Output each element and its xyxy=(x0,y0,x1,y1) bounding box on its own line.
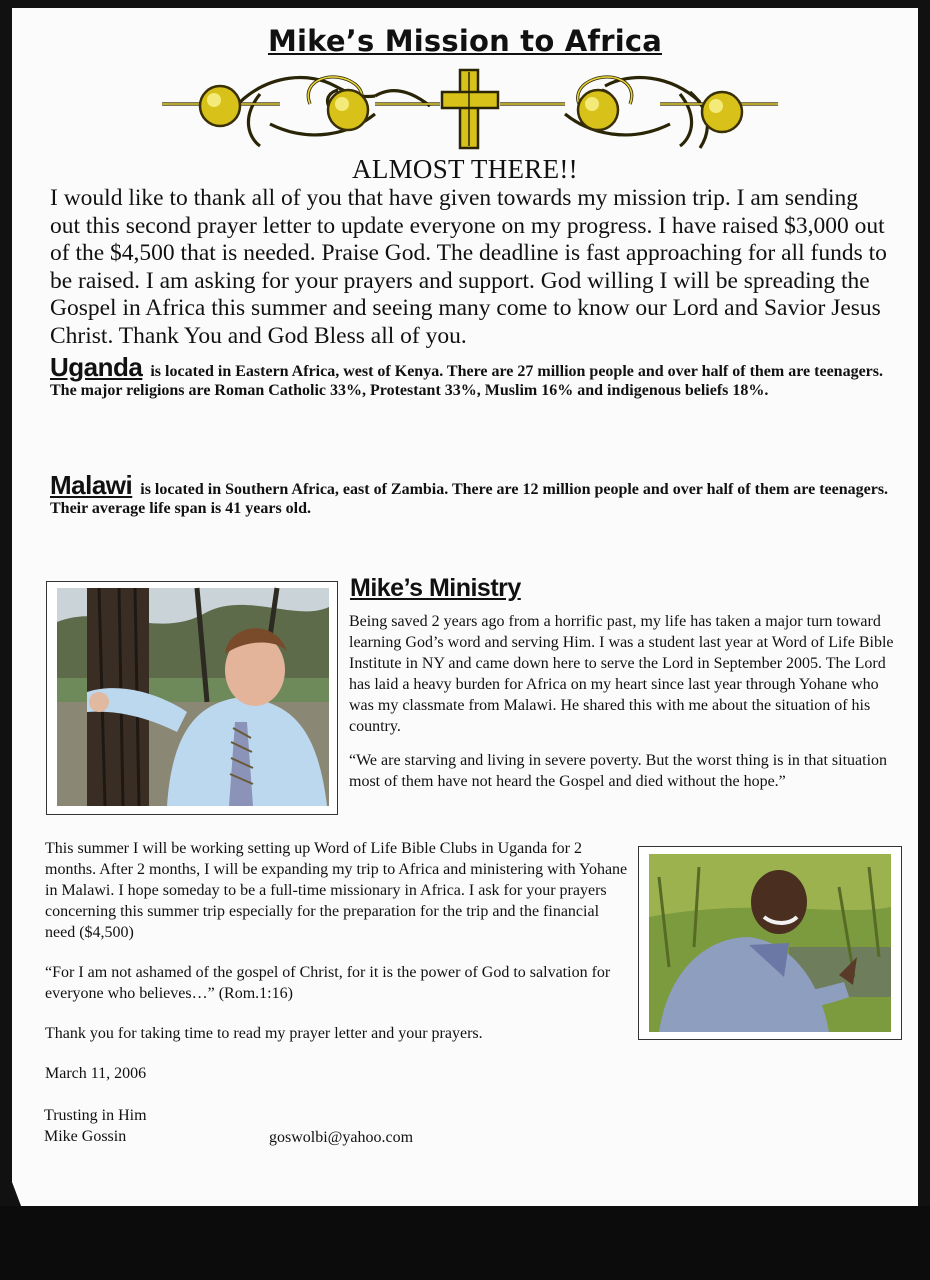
uganda-section xyxy=(50,352,890,400)
intro-paragraph: I would like to thank all of you that have given towards my mission trip. I am sending out this second prayer letter to update everyone on my progress. I have raised $3,000 out of the $4,500 that is needed. Praise God. The deadline is fast approaching for all funds to be raised. I am asking for your prayers and support. God willing I will be spreading the Gospel in Africa this summer and seeing many come to know our Lord and Savior Jesus Christ. Thank You and God Bless all of you. xyxy=(50,185,887,349)
scan-shadow xyxy=(0,1206,930,1280)
page-title: Mike’s Mission to Africa xyxy=(267,24,663,58)
malawi-heading: Malawi xyxy=(50,470,133,500)
email-address: goswolbi@yahoo.com xyxy=(269,1129,414,1146)
summer-plans: This summer I will be working setting up Word of Life Bible Clubs in Uganda for 2 months. After 2 months, I will be expanding my trip to Africa and ministering with Yohane in Malawi. I hope someday to be a full-time missionary in Africa. I ask for your prayers concerning this summer trip especially for the preparation for the trip and the financial need ($4,500) xyxy=(45,840,628,941)
yohane-photo-image xyxy=(639,847,901,1039)
ministry-quote: “We are starving and living in severe poverty. But the worst thing is in that situation most of them have not heard the Gospel and died without the hope.” xyxy=(349,752,888,790)
closing: Trusting in Him xyxy=(44,1107,147,1124)
malawi-text: is located in Southern Africa, east of Zambia. There are 12 million people and over half of them are teenagers. Their average life span is 41 years old. xyxy=(50,481,889,517)
ministry-heading: Mike’s Ministry xyxy=(350,574,521,602)
author-name: Mike Gossin xyxy=(44,1128,127,1145)
yohane-photo xyxy=(638,846,902,1040)
signature-block xyxy=(44,1105,147,1147)
ministry-text xyxy=(349,611,897,805)
gold-cross-ornament xyxy=(160,64,780,156)
letter-date: March 11, 2006 xyxy=(45,1065,147,1082)
bible-verse: “For I am not ashamed of the gospel of Christ, for it is the power of God to salvation for everyone who believes…” (Rom.1:16) xyxy=(45,964,611,1002)
letter-body xyxy=(45,838,630,1103)
headline: ALMOST THERE!! xyxy=(352,154,578,184)
mike-photo-image xyxy=(47,582,337,814)
mike-photo xyxy=(46,581,338,815)
ministry-paragraph: Being saved 2 years ago from a horrific past, my life has taken a major turn toward learning God’s word and serving Him. I was a student last year at Word of Life Bible Institute in NY and came down here to serve the Lord in September 2005. The Lord has laid a heavy burden for Africa on my heart since last year through Yohane who was my classmate from Malawi. He shared this with me about the situation of his country. xyxy=(349,613,894,735)
uganda-heading: Uganda xyxy=(50,352,143,382)
uganda-text: is located in Eastern Africa, west of Kenya. There are 27 million people and over half of them are teenagers. The major religions are Roman Catholic 33%, Protestant 33%, Muslim 16% and indigenous beliefs 18%. xyxy=(50,363,883,399)
thanks-line: Thank you for taking time to read my prayer letter and your prayers. xyxy=(45,1025,483,1042)
malawi-section xyxy=(50,470,890,518)
